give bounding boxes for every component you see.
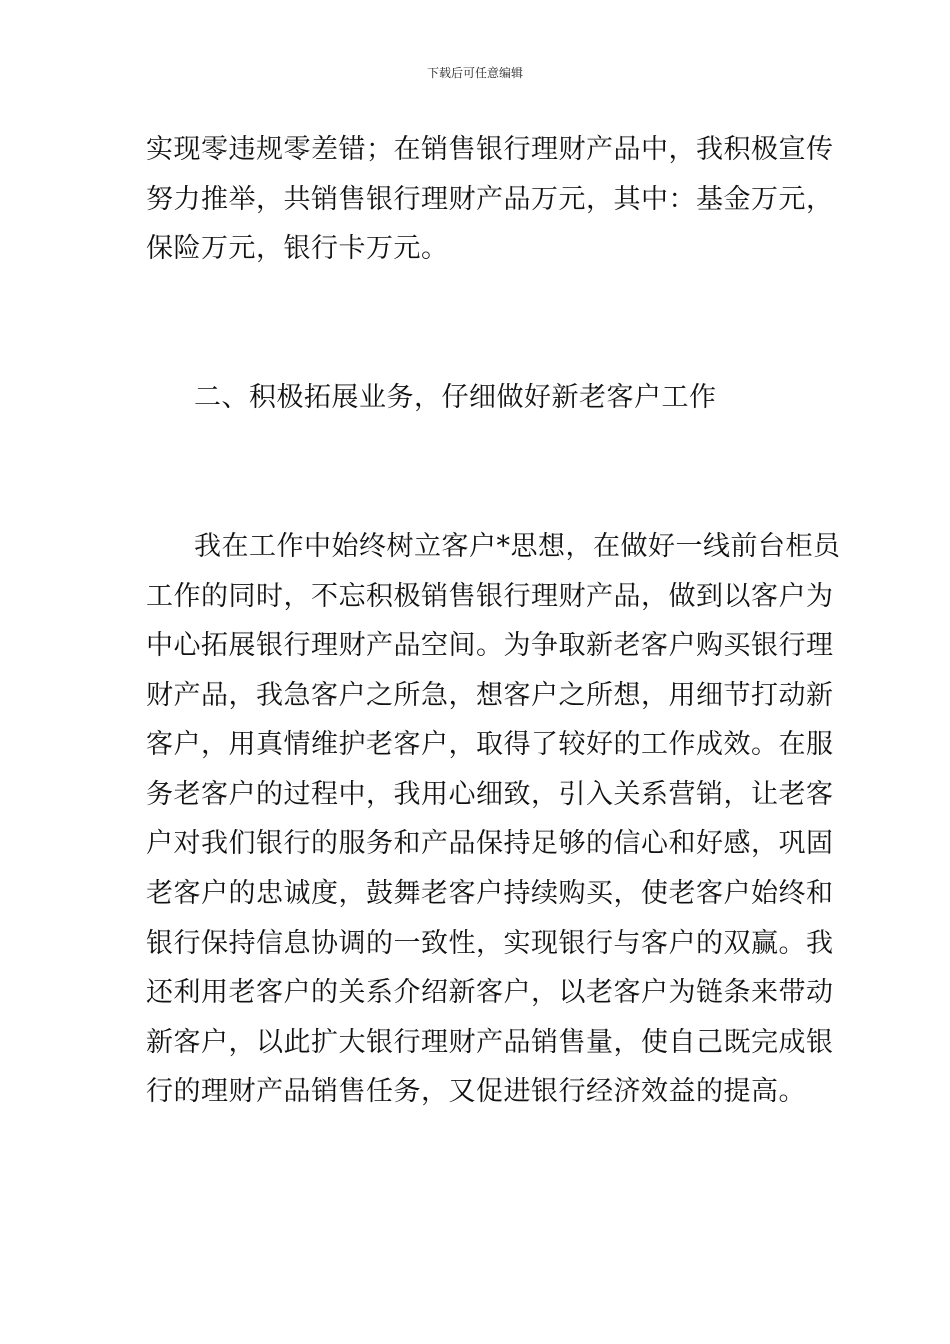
paragraph-line: 还利用老客户的关系介绍新客户，以老客户为链条来带动: [146, 977, 834, 1008]
paragraph-line: 户对我们银行的服务和产品保持足够的信心和好感，巩固: [146, 828, 834, 859]
paragraph-line: 努力推举，共销售银行理财产品万元，其中：基金万元，: [146, 184, 834, 215]
paragraph-line: 新客户，以此扩大银行理财产品销售量，使自己既完成银: [146, 1027, 834, 1058]
paragraph-line: 中心拓展银行理财产品空间。为争取新老客户购买银行理: [146, 630, 834, 661]
paragraph-line: 工作的同时，不忘积极销售银行理财产品，做到以客户为: [146, 581, 834, 612]
paragraph-line: 客户，用真情维护老客户，取得了较好的工作成效。在服: [146, 729, 834, 760]
page-header-note: 下载后可任意编辑: [426, 66, 523, 80]
paragraph-line: 保险万元，银行卡万元。: [146, 233, 449, 264]
paragraph-line: 老客户的忠诚度，鼓舞老客户持续购买，使老客户始终和: [146, 878, 834, 909]
paragraph-line: 务老客户的过程中，我用心细致，引入关系营销，让老客: [146, 779, 834, 810]
paragraph-line: 实现零违规零差错；在销售银行理财产品中，我积极宣传: [146, 134, 834, 165]
section-heading: 二、积极拓展业务，仔细做好新老客户工作: [194, 382, 717, 413]
paragraph-line: 我在工作中始终树立客户*思想，在做好一线前台柜员: [194, 531, 841, 562]
paragraph-line: 财产品，我急客户之所急，想客户之所想，用细节打动新: [146, 680, 834, 711]
paragraph-line: 行的理财产品销售任务，又促进银行经济效益的提高。: [146, 1076, 806, 1107]
paragraph-line: 银行保持信息协调的一致性，实现银行与客户的双赢。我: [146, 928, 834, 959]
